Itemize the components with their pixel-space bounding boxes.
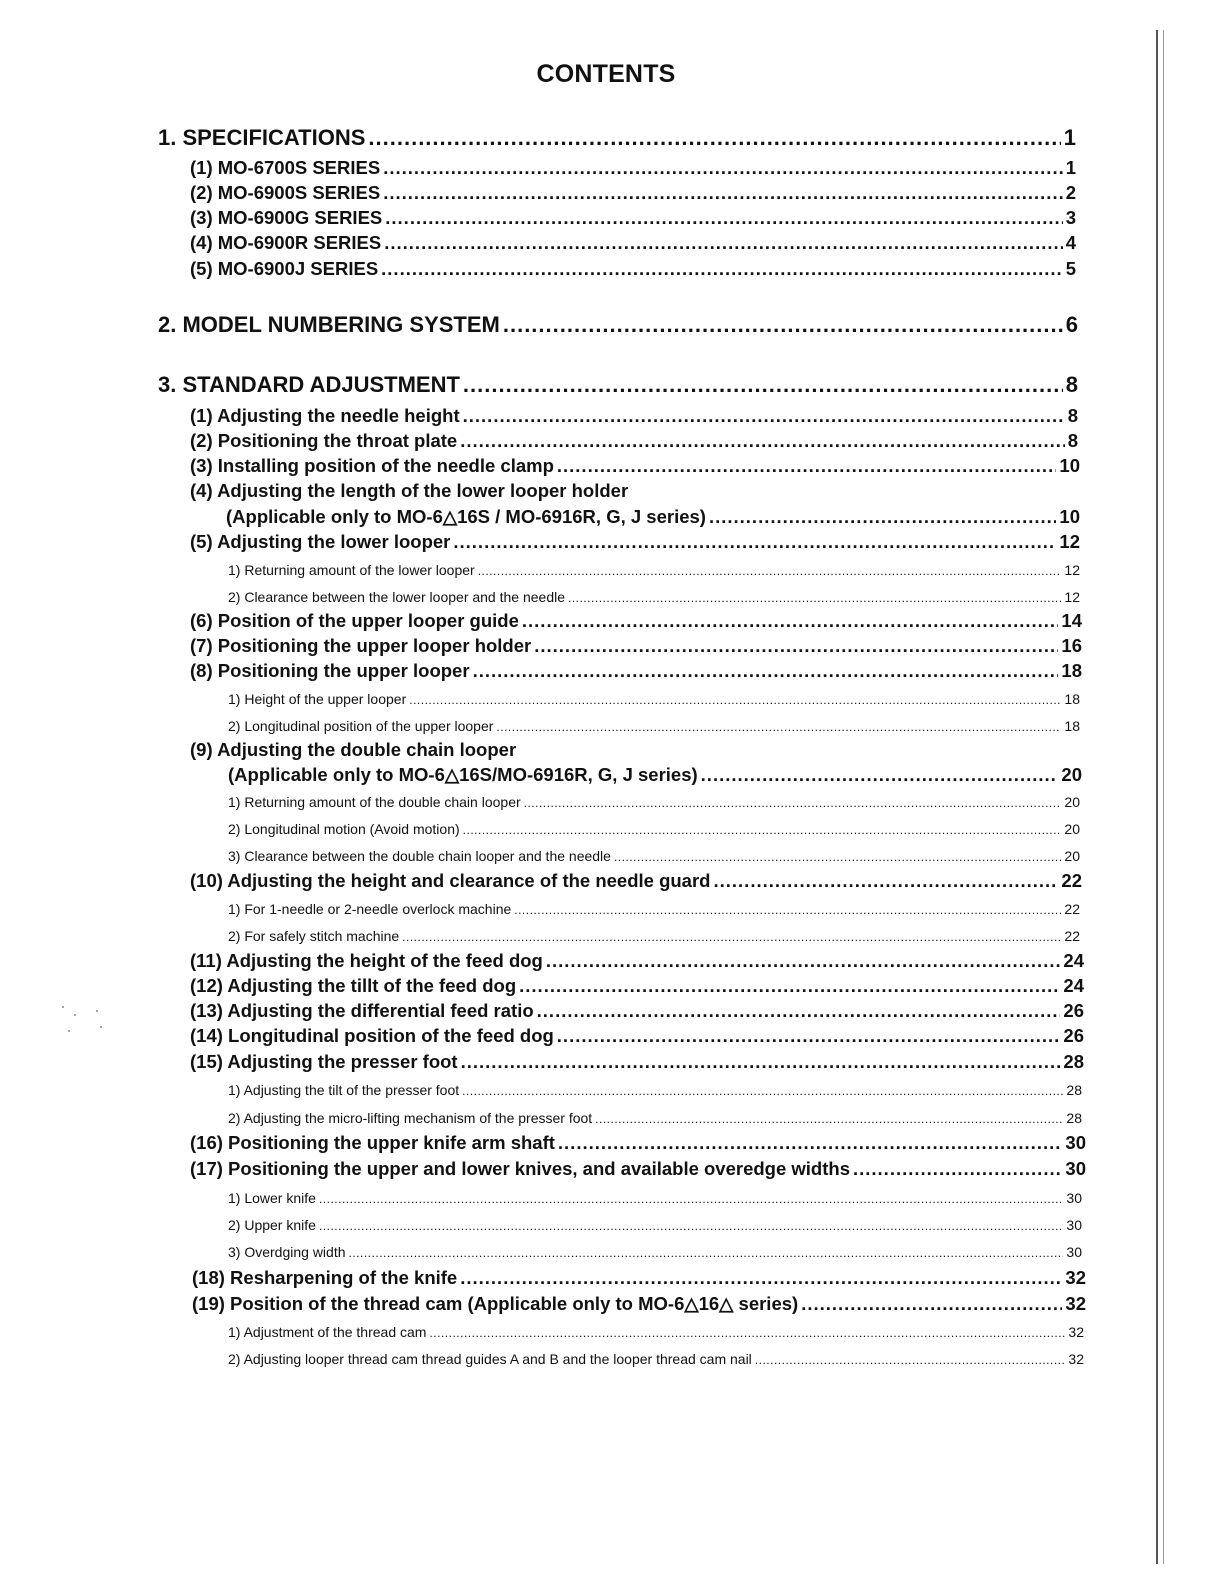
toc-entry bbox=[228, 691, 1080, 707]
toc-entry-page: 1 bbox=[1065, 157, 1076, 178]
toc-entry bbox=[228, 562, 1080, 578]
toc-entry-page: 20 bbox=[1061, 764, 1082, 785]
toc-entry-title: (2) MO-6900S SERIES bbox=[190, 182, 381, 203]
toc-entry bbox=[190, 207, 1076, 229]
toc-entry-title: 2) Longitudinal motion (Avoid motion) bbox=[228, 821, 460, 837]
toc-entry-title: (Applicable only to MO-6△16S / MO-6916R, G, J series) bbox=[226, 506, 706, 527]
toc-entry-page: 32 bbox=[1068, 1351, 1084, 1367]
toc-entry bbox=[192, 1267, 1086, 1289]
toc-entry-page: 28 bbox=[1063, 1051, 1084, 1072]
toc-entry-title: (14) Longitudinal position of the feed dog bbox=[190, 1025, 554, 1046]
toc-entry-page: 22 bbox=[1064, 901, 1080, 917]
dot-leader bbox=[429, 1326, 1065, 1340]
toc-entry bbox=[190, 1158, 1086, 1180]
dot-leader bbox=[709, 506, 1056, 528]
toc-entry bbox=[158, 372, 1078, 398]
dot-leader bbox=[462, 1084, 1063, 1098]
toc-entry-title: 2. MODEL NUMBERING SYSTEM bbox=[158, 312, 500, 337]
toc-entry-title: 1) Returning amount of the double chain looper bbox=[228, 794, 521, 810]
toc-entry-title: (12) Adjusting the tillt of the feed dog bbox=[190, 975, 517, 996]
toc-entry-page: 32 bbox=[1065, 1267, 1086, 1288]
toc-entry bbox=[192, 1293, 1086, 1315]
dot-leader bbox=[801, 1293, 1062, 1315]
toc-entry-title: (6) Position of the upper looper guide bbox=[190, 610, 519, 631]
toc-entry bbox=[190, 610, 1082, 632]
toc-entry-title: (4) MO-6900R SERIES bbox=[190, 232, 382, 253]
dot-leader bbox=[460, 1267, 1062, 1289]
toc-entry-page: 8 bbox=[1065, 372, 1078, 397]
dot-leader bbox=[460, 430, 1064, 452]
toc-entry-title: 3) Clearance between the double chain looper and the needle bbox=[228, 848, 611, 864]
toc-entry bbox=[190, 232, 1076, 254]
dot-leader bbox=[524, 796, 1062, 810]
toc-entry-page: 4 bbox=[1065, 232, 1076, 253]
toc-entry-title: (7) Positioning the upper looper holder bbox=[190, 635, 532, 656]
toc-entry bbox=[228, 1244, 1082, 1260]
toc-entry-page: 8 bbox=[1067, 405, 1078, 426]
dot-leader bbox=[463, 823, 1062, 837]
toc-entry bbox=[190, 531, 1080, 553]
toc-entry-page: 26 bbox=[1063, 1025, 1084, 1046]
toc-entry-title: 1) Adjustment of the thread cam bbox=[228, 1324, 427, 1340]
toc-entry bbox=[228, 794, 1080, 810]
toc-entry bbox=[190, 455, 1080, 477]
toc-entry-title: (Applicable only to MO-6△16S/MO-6916R, G, J series) bbox=[228, 764, 698, 785]
toc-entry-page: 12 bbox=[1064, 562, 1080, 578]
toc-entry-title: 1) Returning amount of the lower looper bbox=[228, 562, 475, 578]
dot-leader bbox=[558, 1132, 1063, 1154]
toc-entry bbox=[190, 870, 1082, 892]
dot-leader bbox=[546, 950, 1061, 972]
toc-entry-page: 3 bbox=[1065, 207, 1076, 228]
toc-entry-title: (1) MO-6700S SERIES bbox=[190, 157, 381, 178]
toc-entry bbox=[228, 1190, 1082, 1206]
dot-leader bbox=[319, 1219, 1063, 1233]
dot-leader bbox=[537, 1000, 1061, 1022]
toc-entry-page: 26 bbox=[1063, 1000, 1084, 1021]
toc-entry-title: 2) Longitudinal position of the upper looper bbox=[228, 718, 494, 734]
toc-entry-page: 30 bbox=[1065, 1132, 1086, 1153]
toc-entry bbox=[190, 950, 1084, 972]
dot-leader bbox=[473, 660, 1059, 682]
dot-leader bbox=[522, 610, 1059, 632]
toc-entry bbox=[190, 157, 1076, 179]
toc-entry-title: 1. SPECIFICATIONS bbox=[158, 125, 366, 150]
page-title: CONTENTS bbox=[536, 60, 676, 88]
dot-leader bbox=[595, 1112, 1063, 1126]
toc-entry-page: 30 bbox=[1066, 1244, 1082, 1260]
toc-entry-page: 10 bbox=[1059, 506, 1080, 527]
toc-entry-title: 1) Lower knife bbox=[228, 1190, 316, 1206]
toc-entry-title: (19) Position of the thread cam (Applicable only to MO-6△16△ series) bbox=[192, 1293, 799, 1314]
dot-leader bbox=[409, 693, 1061, 707]
toc-entry bbox=[228, 1324, 1084, 1340]
dot-leader bbox=[514, 903, 1061, 917]
toc-entry-page: 30 bbox=[1065, 1158, 1086, 1179]
dot-leader bbox=[496, 720, 1061, 734]
toc-entry-title: (11) Adjusting the height of the feed dog bbox=[190, 950, 543, 971]
toc-entry bbox=[190, 1051, 1084, 1073]
toc-entry-title: 1) For 1-needle or 2-needle overlock machine bbox=[228, 901, 512, 917]
dot-leader bbox=[534, 635, 1058, 657]
toc-entry-title: (17) Positioning the upper and lower knives, and available overedge widths bbox=[190, 1158, 850, 1179]
toc-entry-page: 18 bbox=[1061, 660, 1082, 681]
scan-speck bbox=[68, 1030, 70, 1032]
toc-entry-title: 1) Height of the upper looper bbox=[228, 691, 407, 707]
toc-entry-page: 28 bbox=[1066, 1110, 1082, 1126]
toc-entry bbox=[228, 589, 1080, 605]
toc-entry bbox=[190, 405, 1078, 427]
toc-entry-page: 8 bbox=[1067, 430, 1078, 451]
toc-entry-page: 18 bbox=[1064, 691, 1080, 707]
toc-entry bbox=[190, 258, 1076, 280]
dot-leader bbox=[383, 182, 1063, 204]
toc-entry bbox=[190, 182, 1076, 204]
toc-entry-title: 2) For safely stitch machine bbox=[228, 928, 400, 944]
scan-speck bbox=[96, 1010, 98, 1012]
toc-entry-title: (2) Positioning the throat plate bbox=[190, 430, 458, 451]
toc-entry bbox=[228, 928, 1080, 944]
dot-leader bbox=[701, 764, 1059, 786]
dot-leader bbox=[463, 372, 1063, 398]
dot-leader bbox=[503, 312, 1063, 338]
dot-leader bbox=[713, 870, 1058, 892]
dot-leader bbox=[557, 1025, 1061, 1047]
toc-entry-title: (3) Installing position of the needle clamp bbox=[190, 455, 554, 476]
toc-entry-page: 1 bbox=[1063, 125, 1076, 150]
toc-entry bbox=[228, 821, 1080, 837]
toc-entry-title: (10) Adjusting the height and clearance of the needle guard bbox=[190, 870, 711, 891]
toc-entry bbox=[158, 125, 1076, 151]
toc-entry-page: 20 bbox=[1064, 794, 1080, 810]
dot-leader bbox=[519, 975, 1060, 997]
dot-leader bbox=[461, 1051, 1061, 1073]
toc-entry bbox=[228, 718, 1080, 734]
toc-entry bbox=[190, 635, 1082, 657]
toc-entry bbox=[228, 1217, 1082, 1233]
toc-entry bbox=[190, 1025, 1084, 1047]
toc-entry-title: (18) Resharpening of the knife bbox=[192, 1267, 458, 1288]
toc-entry bbox=[228, 1110, 1082, 1126]
toc-entry-title: 2) Adjusting the micro-lifting mechanism of the presser foot bbox=[228, 1110, 593, 1126]
toc-entry-page: 2 bbox=[1065, 182, 1076, 203]
toc-entry bbox=[228, 764, 1082, 786]
toc-entry bbox=[228, 1082, 1082, 1098]
dot-leader bbox=[557, 455, 1057, 477]
toc-entry bbox=[190, 1000, 1084, 1022]
dot-leader bbox=[755, 1353, 1066, 1367]
toc-entry-page: 10 bbox=[1059, 455, 1080, 476]
toc-entry-title: (16) Positioning the upper knife arm shaft bbox=[190, 1132, 555, 1153]
toc-entry bbox=[228, 901, 1080, 917]
scan-speck bbox=[100, 1026, 102, 1028]
toc-entry-title: (13) Adjusting the differential feed ratio bbox=[190, 1000, 534, 1021]
dot-leader bbox=[349, 1246, 1064, 1260]
toc-entry bbox=[228, 1351, 1084, 1367]
toc-entry bbox=[190, 430, 1078, 452]
toc-entry-page: 20 bbox=[1064, 821, 1080, 837]
dot-leader bbox=[568, 591, 1061, 605]
toc-entry-page: 12 bbox=[1059, 531, 1080, 552]
toc-entry-title: (15) Adjusting the presser foot bbox=[190, 1051, 458, 1072]
toc-entry bbox=[190, 1132, 1086, 1154]
toc-entry bbox=[190, 660, 1082, 682]
dot-leader bbox=[463, 405, 1065, 427]
toc-entry-page: 12 bbox=[1064, 589, 1080, 605]
toc-entry-title: (1) Adjusting the needle height bbox=[190, 405, 460, 426]
toc-entry-title: (5) MO-6900J SERIES bbox=[190, 258, 379, 279]
toc-entry-title: (5) Adjusting the lower looper bbox=[190, 531, 451, 552]
scan-edge-line bbox=[1156, 30, 1158, 1564]
toc-entry bbox=[158, 312, 1078, 338]
toc-entry-page: 20 bbox=[1064, 848, 1080, 864]
dot-leader bbox=[381, 258, 1063, 280]
toc-entry-page: 18 bbox=[1064, 718, 1080, 734]
dot-leader bbox=[319, 1192, 1063, 1206]
dot-leader bbox=[614, 850, 1061, 864]
scan-edge-line bbox=[1163, 30, 1164, 1564]
toc-entry-page: 24 bbox=[1063, 975, 1084, 996]
dot-leader bbox=[853, 1158, 1062, 1180]
toc-entry-page: 30 bbox=[1066, 1190, 1082, 1206]
dot-leader bbox=[383, 157, 1063, 179]
toc-entry-page: 24 bbox=[1063, 950, 1084, 971]
toc-entry bbox=[190, 975, 1084, 997]
toc-entry-title: (9) Adjusting the double chain looper bbox=[190, 739, 517, 760]
dot-leader bbox=[384, 232, 1062, 254]
toc-entry-page: 22 bbox=[1061, 870, 1082, 891]
toc-entry-title: 2) Adjusting looper thread cam thread guides A and B and the looper thread cam nail bbox=[228, 1351, 752, 1367]
scan-speck bbox=[74, 1014, 76, 1016]
toc-entry-title: 3) Overdging width bbox=[228, 1244, 346, 1260]
toc-entry-title: (8) Positioning the upper looper bbox=[190, 660, 470, 681]
toc-entry-page: 22 bbox=[1064, 928, 1080, 944]
dot-leader bbox=[368, 125, 1060, 151]
toc-entry-page: 6 bbox=[1065, 312, 1078, 337]
toc-entry bbox=[228, 848, 1080, 864]
toc-entry-page: 16 bbox=[1061, 635, 1082, 656]
toc-entry-title: 2) Clearance between the lower looper and the needle bbox=[228, 589, 566, 605]
dot-leader bbox=[385, 207, 1062, 229]
toc-entry-title: (3) MO-6900G SERIES bbox=[190, 207, 383, 228]
toc-entry-page: 32 bbox=[1065, 1293, 1086, 1314]
toc-entry-page: 14 bbox=[1061, 610, 1082, 631]
toc-entry-title: (4) Adjusting the length of the lower looper holder bbox=[190, 480, 629, 501]
dot-leader bbox=[453, 531, 1056, 553]
toc-entry-page: 5 bbox=[1065, 258, 1076, 279]
toc-entry-page: 30 bbox=[1066, 1217, 1082, 1233]
toc-entry-title: 3. STANDARD ADJUSTMENT bbox=[158, 372, 460, 397]
toc-entry-page: 32 bbox=[1068, 1324, 1084, 1340]
toc-entry-title: 2) Upper knife bbox=[228, 1217, 316, 1233]
toc-entry bbox=[226, 506, 1080, 528]
toc-entry-page: 28 bbox=[1066, 1082, 1082, 1098]
dot-leader bbox=[478, 564, 1062, 578]
scan-speck bbox=[62, 1006, 64, 1008]
dot-leader bbox=[402, 930, 1061, 944]
toc-entry-title: 1) Adjusting the tilt of the presser foot bbox=[228, 1082, 460, 1098]
